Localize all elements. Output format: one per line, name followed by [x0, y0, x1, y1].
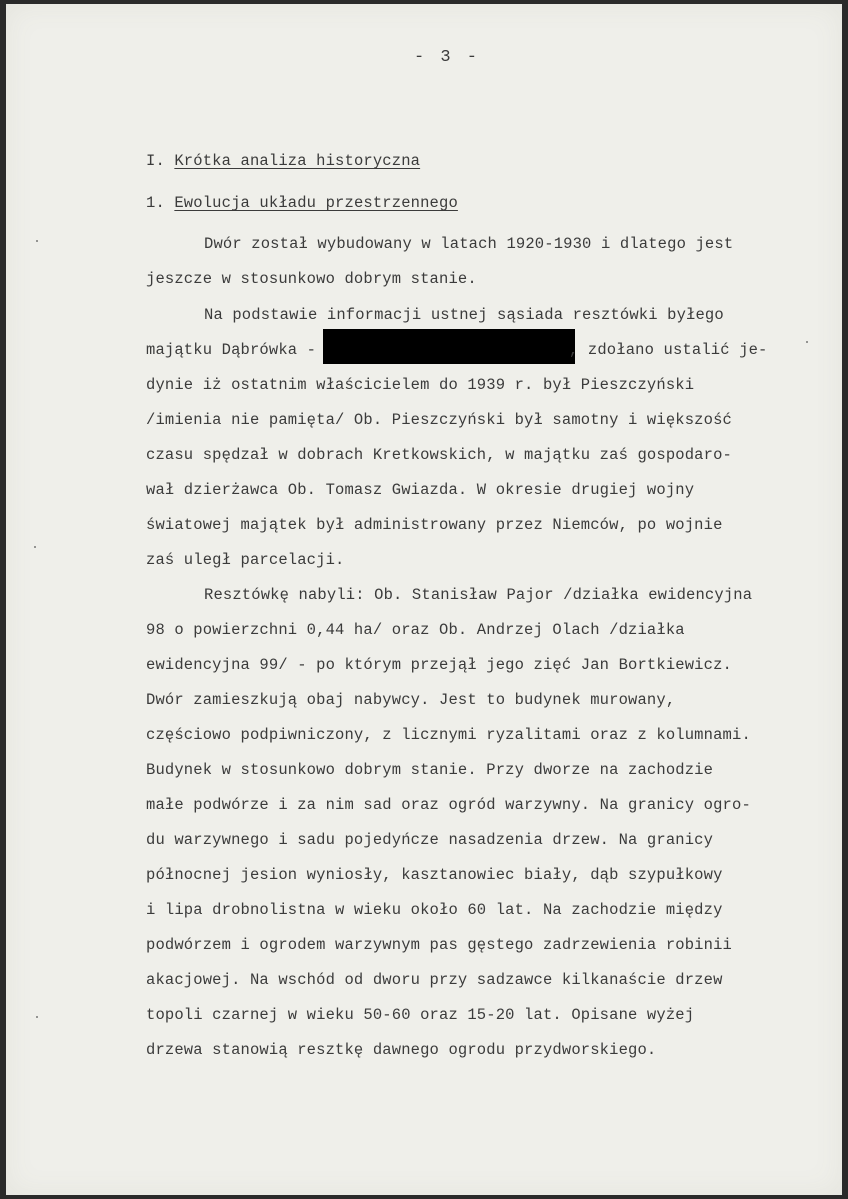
section-heading: [146, 151, 420, 171]
text-line: Budynek w stosunkowo dobrym stanie. Przy dworze na zachodzie: [146, 761, 714, 779]
text-line: du warzywnego i sadu pojedyńcze nasadzenia drzew. Na granicy: [146, 831, 714, 849]
text-line: zaś uległ parcelacji.: [146, 551, 345, 569]
document-page: [6, 4, 842, 1195]
text-line: czasu spędzał w dobrach Kretkowskich, w majątku zaś gospodaro-: [146, 446, 732, 464]
page-number: - 3 -: [414, 48, 481, 67]
paper-speck: [806, 341, 808, 343]
subsection-number: 1.: [146, 194, 165, 212]
subsection-title: Ewolucja układu przestrzennego: [174, 194, 458, 212]
subsection-heading: [146, 193, 458, 213]
text-line: majątku Dąbrówka -: [146, 341, 317, 359]
text-line: ewidencyjna 99/ - po którym przejął jego zięć Jan Bortkiewicz.: [146, 656, 732, 674]
text-line: Dwór został wybudowany w latach 1920-1930 i dlatego jest: [204, 235, 734, 253]
text-line: jeszcze w stosunkowo dobrym stanie.: [146, 270, 477, 288]
text-line: /imienia nie pamięta/ Ob. Pieszczyński był samotny i większość: [146, 411, 732, 429]
text-line: 98 o powierzchni 0,44 ha/ oraz Ob. Andrzej Olach /działka: [146, 621, 685, 639]
text-line: Dwór zamieszkują obaj nabywcy. Jest to budynek murowany,: [146, 691, 676, 709]
text-line: Na podstawie informacji ustnej sąsiada resztówki byłego: [204, 306, 724, 324]
text-line: północnej jesion wyniosły, kasztanowiec biały, dąb szypułkowy: [146, 866, 723, 884]
text-line: drzewa stanowią resztkę dawnego ogrodu przydworskiego.: [146, 1041, 657, 1059]
text-line: , zdołano ustalić je-: [569, 341, 768, 359]
text-line: częściowo podpiwniczony, z licznymi ryzalitami oraz z kolumnami.: [146, 726, 751, 744]
text-line: akacjowej. Na wschód od dworu przy sadzawce kilkanaście drzew: [146, 971, 723, 989]
paper-speck: [36, 1016, 38, 1018]
text-line: i lipa drobnolistna w wieku około 60 lat. Na zachodzie między: [146, 901, 723, 919]
paper-speck: [36, 240, 38, 242]
text-line: topoli czarnej w wieku 50-60 oraz 15-20 lat. Opisane wyżej: [146, 1006, 695, 1024]
section-title: Krótka analiza historyczna: [174, 152, 421, 170]
section-number: I.: [146, 152, 165, 170]
paper-speck: [34, 546, 36, 548]
text-line: Resztówkę nabyli: Ob. Stanisław Pajor /działka ewidencyjna: [204, 586, 753, 604]
text-line: podwórzem i ogrodem warzywnym pas gęstego zadrzewienia robinii: [146, 936, 732, 954]
text-line: wał dzierżawca Ob. Tomasz Gwiazda. W okresie drugiej wojny: [146, 481, 695, 499]
redaction-bar: [323, 329, 575, 364]
text-line: dynie iż ostatnim właścicielem do 1939 r. był Pieszczyński: [146, 376, 695, 394]
text-line: światowej majątek był administrowany przez Niemców, po wojnie: [146, 516, 723, 534]
text-line: małe podwórze i za nim sad oraz ogród warzywny. Na granicy ogro-: [146, 796, 751, 814]
